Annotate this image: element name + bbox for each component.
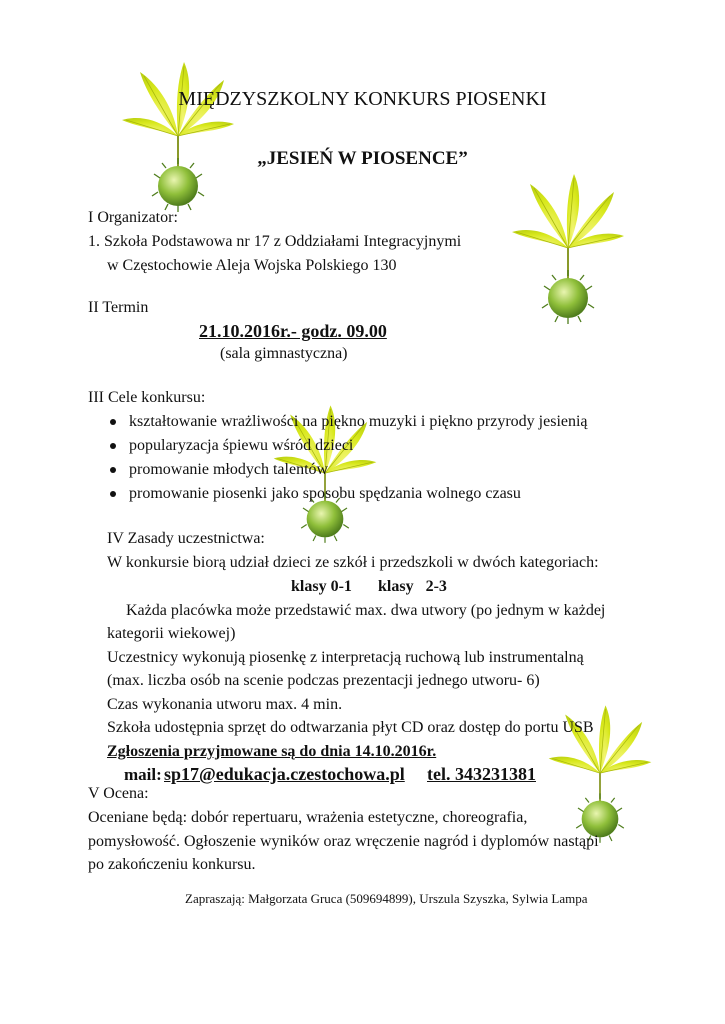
event-place: (sala gimnastyczna)	[220, 345, 348, 362]
goal-text: popularyzacja śpiewu wśród dzieci	[129, 437, 354, 454]
organizer-line-2: w Częstochowie Aleja Wojska Polskiego 130	[107, 257, 397, 274]
rules-equipment: Szkoła udostępnia sprzęt do odtwarzania płyt CD oraz dostęp do portu USB	[107, 719, 594, 736]
organizer-line-1: 1. Szkoła Podstawowa nr 17 z Oddziałami Integracyjnymi	[88, 233, 462, 250]
list-item	[107, 484, 588, 508]
contact-email-link[interactable]: sp17@edukacja.czestochowa.pl	[164, 764, 405, 784]
rules-performance-2: (max. liczba osób na scenie podczas prezentacji jednego utworu- 6)	[107, 672, 540, 689]
chestnut-leaf-icon	[118, 58, 238, 218]
rules-heading: IV Zasady uczestnictwa:	[107, 530, 265, 547]
bullet-icon	[110, 443, 116, 449]
evaluation-line-3: po zakończeniu konkursu.	[88, 856, 256, 873]
chestnut-leaf-icon	[508, 170, 628, 330]
bullet-icon	[110, 467, 116, 473]
bullet-icon	[110, 491, 116, 497]
rules-performance-1: Uczestnicy wykonują piosenkę z interpretacją ruchową lub instrumentalną	[107, 649, 584, 666]
goals-list	[107, 412, 588, 508]
list-item	[107, 460, 588, 484]
evaluation-line-2: pomysłowość. Ogłoszenie wyników oraz wręczenie nagród i dyplomów nastąpi	[88, 833, 599, 850]
goal-text: promowanie młodych talentów	[129, 461, 329, 478]
rules-participants: W konkursie biorą udział dzieci ze szkół i przedszkoli w dwóch kategoriach:	[107, 554, 599, 571]
rules-entries-1: Każda placówka może przedstawić max. dwa utwory (po jednym w każdej	[126, 602, 606, 619]
category-2: klasy 2-3	[378, 578, 447, 595]
evaluation-heading: V Ocena:	[88, 785, 149, 802]
rules-entries-2: kategorii wiekowej)	[107, 625, 236, 642]
evaluation-line-1: Oceniane będą: dobór repertuaru, wrażenia estetyczne, choreografia,	[88, 809, 528, 826]
registration-deadline: Zgłoszenia przyjmowane są do dnia 14.10.2016r.	[107, 743, 437, 760]
bullet-icon	[110, 419, 116, 425]
term-heading: II Termin	[88, 299, 149, 316]
mail-label: mail:	[124, 765, 162, 784]
rules-duration: Czas wykonania utworu max. 4 min.	[107, 696, 343, 713]
category-1: klasy 0-1	[291, 578, 352, 595]
goal-text: kształtowanie wrażliwości na piękno muzyki i piękno przyrody jesienią	[129, 413, 588, 430]
list-item	[107, 436, 588, 460]
list-item	[107, 412, 588, 436]
contest-subtitle: „JESIEŃ W PIOSENCE”	[257, 148, 468, 169]
event-date: 21.10.2016r.- godz. 09.00	[199, 321, 387, 341]
goals-heading: III Cele konkursu:	[88, 389, 206, 406]
organizer-heading: I Organizator:	[88, 209, 178, 226]
page-title: MIĘDZYSZKOLNY KONKURS PIOSENKI	[178, 88, 547, 110]
contact-phone-link[interactable]: tel. 343231381	[427, 764, 536, 784]
goal-text: promowanie piosenki jako sposobu spędzania wolnego czasu	[129, 485, 521, 502]
invitation-footer: Zapraszają: Małgorzata Gruca (509694899), Urszula Szyszka, Sylwia Lampa	[185, 891, 588, 906]
